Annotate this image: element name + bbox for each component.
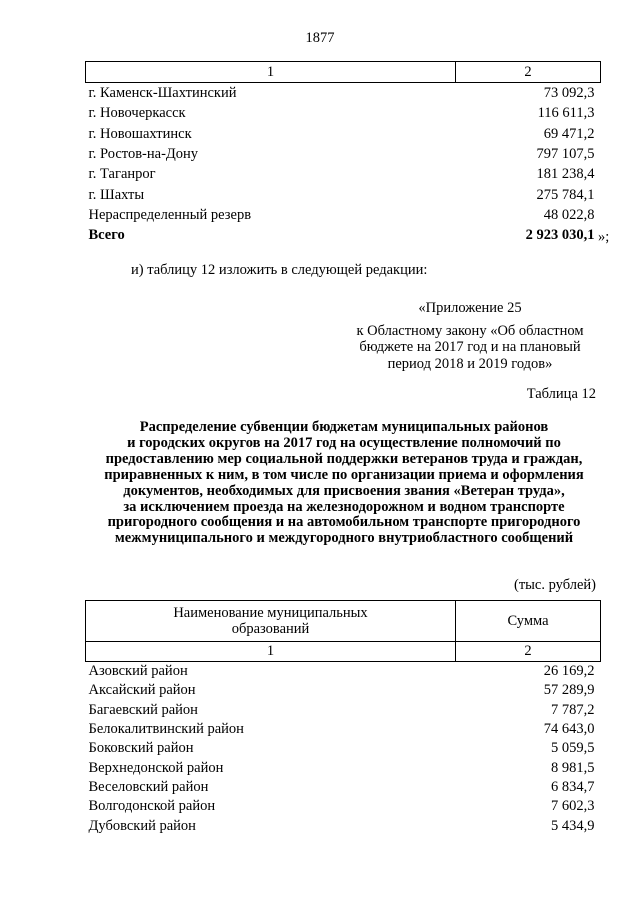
amount: 69 471,2 — [543, 125, 595, 142]
table-row — [86, 701, 601, 720]
municipality-name: г. Ростов-на-Дону — [88, 146, 199, 163]
district-name: Боковский район — [88, 740, 194, 757]
table-row — [86, 124, 601, 144]
header-text: Наименование муниципальных — [173, 605, 368, 621]
column-number: 1 — [86, 62, 456, 83]
table-row — [86, 758, 601, 777]
closing-quote: »; — [598, 229, 610, 245]
heading-line: межмуниципального и междугородного внутриобластного сообщений — [114, 530, 574, 547]
appendix-line: бюджете на 2017 год и на плановый — [359, 339, 581, 355]
column-numbers-row — [86, 62, 601, 83]
table-row — [86, 103, 601, 123]
table-row — [86, 816, 601, 835]
amount: 26 169,2 — [543, 663, 595, 680]
heading-line: документов, необходимых для присвоения звания «Ветеран труда», — [123, 482, 565, 499]
municipality-name: Нераспределенный резерв — [88, 206, 252, 223]
amount: 181 238,4 — [536, 166, 595, 183]
amount: 6 834,7 — [551, 778, 595, 795]
subvention-table — [85, 600, 601, 836]
header-name-column — [86, 601, 456, 642]
district-name: Азовский район — [88, 663, 188, 680]
amount: 8 981,5 — [551, 759, 595, 776]
table-heading — [80, 420, 608, 547]
heading-line: и городских округов на 2017 год на осуществление полномочий по — [127, 434, 561, 451]
district-name: Дубовский район — [88, 817, 196, 834]
budget-table-continuation — [85, 61, 601, 245]
amount: 5 059,5 — [551, 740, 595, 757]
municipality-name: г. Шахты — [88, 186, 145, 203]
table-row — [86, 164, 601, 184]
table-row — [86, 184, 601, 204]
header-sum-column: Сумма — [456, 601, 601, 642]
appendix-line: период 2018 и 2019 годов» — [387, 355, 553, 372]
amount: 74 643,0 — [543, 721, 595, 738]
municipality-name: г. Новочеркасск — [88, 105, 186, 122]
heading-line: предоставлению мер социальной поддержки ветеранов труда и граждан, — [105, 450, 583, 467]
appendix-title: «Приложение 25 — [418, 300, 522, 316]
amendment-instruction: и) таблицу 12 изложить в следующей редакции: — [131, 262, 428, 278]
municipality-name: г. Новошахтинск — [88, 125, 192, 142]
heading-line: Распределение субвенции бюджетам муниципальных районов — [139, 419, 549, 435]
amount: 57 289,9 — [543, 682, 595, 699]
table-row — [86, 83, 601, 104]
table-row — [86, 739, 601, 758]
header-text: образований — [231, 621, 310, 637]
table-label: Таблица 12 — [526, 386, 596, 402]
total-row — [86, 225, 601, 245]
appendix-reference — [340, 300, 600, 372]
table-row — [86, 778, 601, 797]
appendix-line: к Областному закону «Об областном — [356, 322, 584, 339]
total-amount: 2 923 030,1 — [525, 227, 595, 244]
table-row — [86, 662, 601, 682]
amount: 797 107,5 — [536, 146, 595, 163]
amount: 73 092,3 — [543, 85, 595, 102]
heading-line: приравненных к ним, в том числе по организации приема и оформления — [104, 466, 584, 483]
heading-line: за исключением проезда на железнодорожном и водном транспорте — [123, 498, 565, 515]
page-number: 1877 — [305, 30, 335, 46]
amount: 7 787,2 — [551, 701, 595, 718]
district-name: Белокалитвинский район — [88, 721, 244, 738]
header-row — [86, 601, 601, 642]
district-name: Верхнедонской район — [88, 759, 224, 776]
column-number: 1 — [86, 642, 456, 662]
column-numbers-row — [86, 642, 601, 662]
units-label: (тыс. рублей) — [514, 577, 596, 593]
table-row — [86, 681, 601, 700]
amount: 5 434,9 — [551, 817, 595, 834]
district-name: Волгодонской район — [88, 798, 216, 815]
table-row — [86, 720, 601, 739]
district-name: Багаевский район — [88, 701, 198, 718]
table-row — [86, 144, 601, 164]
district-name: Веселовский район — [88, 778, 209, 795]
amount: 116 611,3 — [537, 105, 595, 122]
heading-line: пригородного сообщения и на автомобильном транспорте пригородного — [107, 514, 581, 531]
municipality-name: г. Каменск-Шахтинский — [88, 85, 237, 102]
municipality-name: г. Таганрог — [88, 166, 156, 183]
total-label: Всего — [88, 227, 125, 244]
amount: 7 602,3 — [551, 798, 595, 815]
amount: 275 784,1 — [536, 186, 595, 203]
column-number: 2 — [456, 642, 601, 662]
column-number: 2 — [456, 62, 601, 83]
district-name: Аксайский район — [88, 682, 196, 699]
table-row — [86, 205, 601, 225]
table-row — [86, 797, 601, 816]
amount: 48 022,8 — [543, 206, 595, 223]
